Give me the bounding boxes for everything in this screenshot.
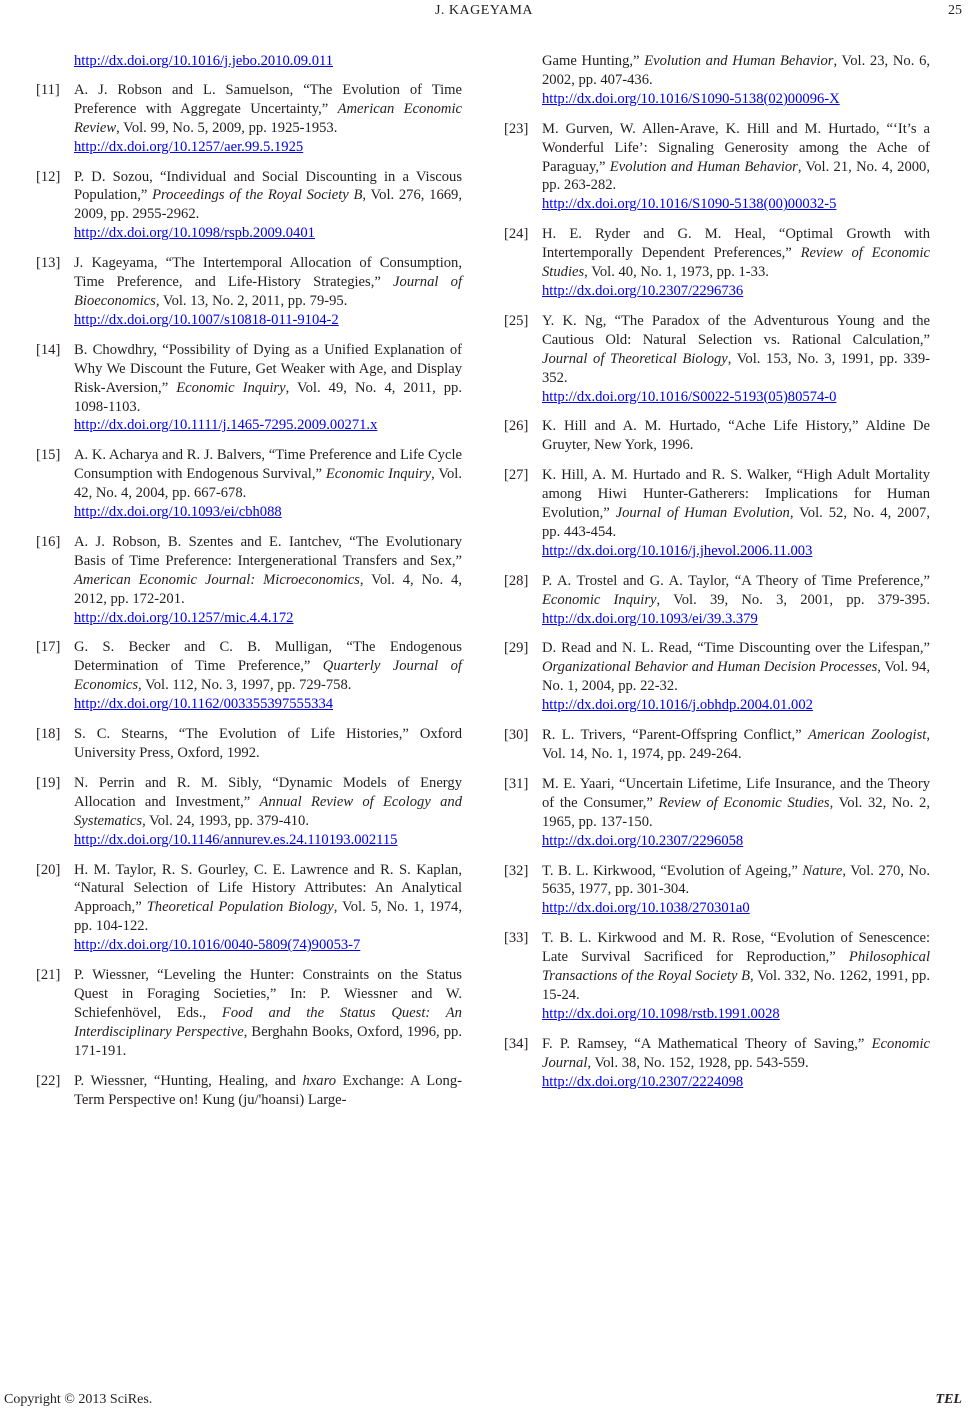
reference-text: D. Read and N. L. Read, “Time Discounting over the Lifespan,” [542, 640, 930, 657]
reference-journal: American Zoologist [808, 727, 927, 744]
reference-number: [19] [36, 774, 61, 791]
reference-text: G. S. Becker and C. B. Mulligan, “The Endogenous Determination of Time Preference,” [74, 639, 462, 675]
reference-details: , Vol. 94, No. 1, 2004, pp. 22-32. [542, 659, 930, 695]
reference-journal: Philosophical Transactions of the Royal Society B [542, 949, 930, 985]
reference-text: Game Hunting,” [542, 53, 645, 69]
reference-journal: Quarterly Journal of Economics [74, 658, 462, 694]
doi-link[interactable]: http://dx.doi.org/10.1098/rspb.2009.0401 [74, 225, 315, 242]
reference-text: Y. K. Ng, “The Paradox of the Adventurous Young and the Cautious Old: Natural Selection vs. Rational Calculation,” [542, 312, 930, 348]
reference-entry [36, 533, 462, 628]
reference-details: , Vol. 5, No. 1, 1974, pp. 104-122. [74, 899, 462, 935]
reference-details: , Vol. 4, No. 4, 2012, pp. 172-201. [74, 571, 462, 607]
reference-entry [504, 862, 930, 919]
reference-journal: American Economic Journal: Microeconomics [74, 571, 360, 588]
reference-journal: Journal of Human Evolution [615, 505, 790, 522]
reference-entry [504, 726, 930, 764]
reference-entry [36, 446, 462, 522]
reference-details: , Vol. 99, No. 5, 2009, pp. 1925-1953. [116, 119, 338, 136]
doi-link[interactable]: http://dx.doi.org/10.1093/ei/39.3.379 [542, 610, 758, 627]
reference-entry [504, 929, 930, 1024]
reference-text: M. Gurven, W. Allen-Arave, K. Hill and M. Hurtado, “‘It’s a Wonderful Life’: Signaling Generosity among the Ache of Paraguay,” [542, 120, 930, 175]
reference-details: , Vol. 38, No. 152, 1928, pp. 543-559. [587, 1054, 809, 1071]
doi-link[interactable]: http://dx.doi.org/10.1016/S0022-5193(05)80574-0 [542, 388, 837, 405]
reference-journal: Economic Inquiry [542, 591, 657, 608]
reference-details: , Vol. 153, No. 3, 1991, pp. 339-352. [542, 350, 930, 386]
reference-journal: Review of Economic Studies [542, 245, 930, 281]
reference-journal: Review of Economic Studies [658, 794, 830, 811]
reference-entry [504, 225, 930, 301]
reference-details: , Berghahn Books, Oxford, 1996, pp. 171-191. [74, 1023, 462, 1059]
reference-number: [24] [504, 226, 529, 243]
reference-text: A. K. Acharya and R. J. Balvers, “Time Preference and Life Cycle Consumption with Endogenous Survival,” [74, 447, 462, 483]
reference-text: J. Kageyama, “The Intertemporal Allocation of Consumption, Time Preference, and Life-History Strategies,” [74, 255, 462, 291]
reference-number: [12] [36, 168, 61, 185]
reference-text: N. Perrin and R. M. Sibly, “Dynamic Models of Energy Allocation and Investment,” [74, 774, 462, 810]
reference-text: P. D. Sozou, “Individual and Social Discounting in a Viscous Population,” [74, 168, 462, 204]
reference-number: [20] [36, 861, 61, 878]
reference-journal: Journal of Bioeconomics [74, 274, 463, 309]
reference-journal: Economic Inquiry [176, 379, 286, 396]
reference-number: [13] [36, 255, 61, 272]
reference-journal: Economic Journal [542, 1035, 930, 1071]
reference-text: K. Hill, A. M. Hurtado and R. S. Walker, “High Adult Mortality among Hiwi Hunter-Gatherers: Implications for Human Evolution,” [542, 467, 930, 522]
reference-entry [36, 774, 462, 850]
reference-details: , Vol. 32, No. 2, 1965, pp. 137-150. [542, 794, 930, 830]
reference-entry [36, 638, 462, 714]
reference-entry [504, 1035, 930, 1092]
reference-details: , Vol. 49, No. 4, 2011, pp. 1098-1103. [74, 379, 462, 415]
reference-journal: Economic Inquiry [325, 466, 432, 483]
reference-text: T. B. L. Kirkwood and M. R. Rose, “Evolution of Senescence: Late Survival Sacrificed for Reproduction,” [542, 930, 930, 966]
doi-link[interactable]: http://dx.doi.org/10.1016/S1090-5138(02)00096-X [542, 90, 840, 107]
reference-entry [504, 417, 930, 455]
reference-journal: hxaro [302, 1072, 337, 1089]
reference-journal: Evolution and Human Behavior [644, 53, 834, 69]
references-column-left [36, 52, 462, 1120]
doi-link[interactable]: http://dx.doi.org/10.1038/270301a0 [542, 900, 750, 917]
reference-details: , Vol. 24, 1993, pp. 379-410. [142, 812, 309, 829]
reference-text: A. J. Robson and L. Samuelson, “The Evolution of Time Preference with Aggregate Uncertainty,” [74, 81, 462, 117]
reference-details: , Vol. 276, 1669, 2009, pp. 2955-2962. [74, 187, 462, 223]
reference-text: M. E. Yaari, “Uncertain Lifetime, Life Insurance, and the Theory of the Consumer,” [542, 775, 930, 811]
reference-number: [21] [36, 967, 61, 984]
reference-details: , Vol. 52, No. 4, 2007, pp. 443-454. [542, 505, 930, 540]
reference-journal: American Economic Review [74, 100, 462, 136]
doi-link[interactable]: http://dx.doi.org/10.1257/mic.4.4.172 [74, 609, 294, 626]
reference-entry [36, 168, 462, 244]
reference-number: [15] [36, 447, 61, 464]
reference-number: [22] [36, 1072, 61, 1089]
reference-entry [504, 775, 930, 851]
doi-link[interactable]: http://dx.doi.org/10.1111/j.1465-7295.2009.00271.x [74, 417, 378, 434]
reference-number: [26] [504, 418, 529, 435]
running-header-author: J. KAGEYAMA [434, 3, 534, 18]
reference-number: [29] [504, 640, 529, 657]
reference-number: [25] [504, 312, 529, 329]
reference-text: F. P. Ramsey, “A Mathematical Theory of Saving,” [542, 1035, 872, 1052]
reference-journal: Organizational Behavior and Human Decision Processes [542, 659, 878, 676]
reference-number: [30] [504, 727, 529, 744]
reference-text: S. C. Stearns, “The Evolution of Life Histories,” Oxford University Press, Oxford, 1992. [74, 726, 462, 761]
reference-number: [11] [36, 81, 60, 98]
reference-entry [36, 254, 462, 330]
reference-number: [34] [504, 1035, 529, 1052]
doi-link[interactable]: http://dx.doi.org/10.1016/j.jhevol.2006.11.003 [542, 542, 813, 559]
reference-number: [18] [36, 726, 61, 743]
reference-details: , Vol. 42, No. 4, 2004, pp. 667-678. [74, 466, 462, 502]
reference-text: K. Hill and A. M. Hurtado, “Ache Life History,” Aldine De Gruyter, New York, 1996. [542, 418, 930, 454]
reference-journal: Food and the Status Quest: An Interdisciplinary Perspective [74, 1004, 462, 1040]
doi-link[interactable]: http://dx.doi.org/10.1146/annurev.es.24.110193.002115 [74, 831, 398, 848]
doi-link[interactable]: http://dx.doi.org/10.1098/rstb.1991.0028 [542, 1005, 780, 1022]
continued-reference-22 [504, 52, 930, 109]
doi-link[interactable]: http://dx.doi.org/10.1007/s10818-011-9104-2 [74, 311, 339, 328]
reference-entry [504, 312, 930, 407]
doi-link[interactable]: http://dx.doi.org/10.1093/ei/cbh088 [74, 504, 282, 521]
reference-entry [36, 725, 462, 763]
doi-link[interactable]: http://dx.doi.org/10.1257/aer.99.5.1925 [74, 138, 304, 155]
reference-text: P. Wiessner, “Leveling the Hunter: Constraints on the Status Quest in Foraging Societies,” In: P. Wiessner and W. Schiefenhövel, Eds., [74, 967, 462, 1021]
reference-details: , Vol. 14, No. 1, 1974, pp. 249-264. [542, 727, 930, 762]
doi-link[interactable]: http://dx.doi.org/10.2307/2296058 [542, 832, 744, 849]
reference-number: [16] [36, 533, 61, 550]
reference-text: R. L. Trivers, “Parent-Offspring Conflict,” [542, 727, 809, 744]
continued-reference-link [36, 52, 462, 71]
doi-link[interactable]: http://dx.doi.org/10.2307/2224098 [542, 1073, 744, 1090]
reference-details: , Vol. 39, No. 3, 2001, pp. 379-395. [656, 591, 930, 608]
reference-number: [17] [36, 639, 61, 656]
doi-link[interactable]: http://dx.doi.org/10.1016/0040-5809(74)90053-7 [74, 937, 361, 954]
reference-entry [36, 966, 462, 1061]
reference-number: [33] [504, 930, 529, 947]
reference-text: A. J. Robson, B. Szentes and E. Iantchev, “The Evolutionary Basis of Time Preference: Intergenerational Transfers and Sex,” [74, 533, 462, 569]
doi-link[interactable]: http://dx.doi.org/10.1016/S1090-5138(00)00032-5 [542, 196, 837, 213]
reference-journal: Annual Review of Ecology and Systematics [74, 793, 462, 829]
reference-entry [36, 861, 462, 956]
reference-text: H. E. Ryder and G. M. Heal, “Optimal Growth with Intertemporally Dependent Preferences,” [542, 226, 930, 262]
reference-entry [504, 466, 930, 561]
footer-journal-abbrev: TEL [935, 1392, 962, 1407]
doi-link[interactable]: http://dx.doi.org/10.1016/j.jebo.2010.09.011 [74, 53, 334, 69]
reference-details: , Vol. 332, No. 1262, 1991, pp. 15-24. [542, 968, 931, 1003]
reference-details: , Vol. 21, No. 4, 2000, pp. 263-282. [542, 158, 930, 194]
doi-link[interactable]: http://dx.doi.org/10.2307/2296736 [542, 282, 744, 299]
page-number: 25 [948, 3, 962, 18]
reference-text: P. Wiessner, “Hunting, Healing, and [74, 1072, 303, 1089]
reference-list-right [504, 120, 930, 1092]
reference-details: Exchange: A Long-Term Perspective on! Kung (ju/'hoansi) Large- [74, 1072, 462, 1108]
references-column-right [504, 52, 930, 1103]
reference-journal: Journal of Theoretical Biology [542, 350, 728, 367]
reference-entry [504, 572, 930, 629]
reference-journal: Nature [802, 862, 843, 879]
reference-number: [27] [504, 467, 529, 484]
reference-text: P. A. Trostel and G. A. Taylor, “A Theory of Time Preference,” [542, 572, 930, 589]
reference-details: , Vol. 270, No. 5635, 1977, pp. 301-304. [542, 862, 930, 898]
reference-number: [31] [504, 775, 529, 792]
reference-number: [23] [504, 120, 529, 137]
reference-entry [36, 81, 462, 157]
reference-text: B. Chowdhry, “Possibility of Dying as a Unified Explanation of Why We Discount the Future, Get Weaker with Age, and Display Risk-Aversion,” [74, 341, 462, 396]
reference-journal: Evolution and Human Behavior [609, 158, 798, 175]
doi-link[interactable]: http://dx.doi.org/10.1162/003355397555334 [74, 696, 334, 713]
reference-journal: Theoretical Population Biology [146, 899, 334, 916]
reference-entry [36, 1072, 462, 1110]
footer-copyright: Copyright © 2013 SciRes. [4, 1392, 153, 1407]
reference-list-left [36, 81, 462, 1110]
reference-number: [32] [504, 862, 529, 879]
reference-entry [504, 639, 930, 715]
reference-details: , Vol. 40, No. 1, 1973, pp. 1-33. [584, 264, 769, 281]
reference-entry [504, 120, 930, 215]
reference-number: [28] [504, 572, 529, 589]
reference-text: T. B. L. Kirkwood, “Evolution of Ageing,” [542, 862, 803, 879]
reference-number: [14] [36, 341, 61, 358]
reference-text: H. M. Taylor, R. S. Gourley, C. E. Lawrence and R. S. Kaplan, “Natural Selection of Life History Attributes: An Analytical Approach,” [74, 861, 462, 916]
doi-link[interactable]: http://dx.doi.org/10.1016/j.obhdp.2004.01.002 [542, 697, 813, 714]
reference-journal: Proceedings of the Royal Society B [152, 187, 363, 204]
reference-entry [36, 341, 462, 436]
reference-details: , Vol. 13, No. 2, 2011, pp. 79-95. [155, 292, 348, 309]
reference-details: , Vol. 112, No. 3, 1997, pp. 729-758. [138, 677, 352, 694]
reference-details: , Vol. 23, No. 6, 2002, pp. 407-436. [542, 53, 931, 88]
